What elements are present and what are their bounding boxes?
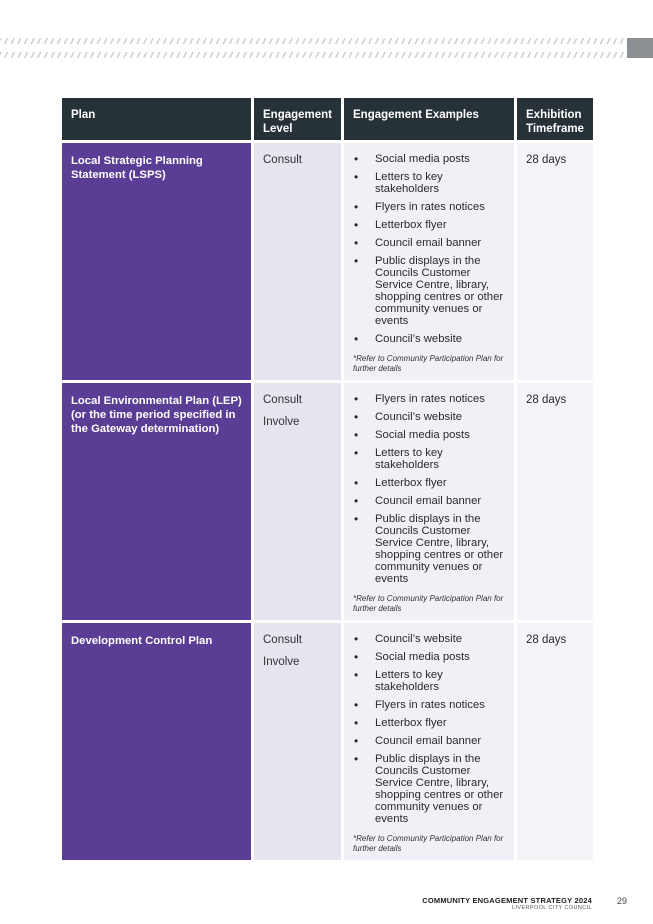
list-item: • Social media posts	[353, 153, 506, 165]
list-item: • Council’s website	[353, 411, 506, 423]
plan-name-cell: Development Control Plan	[62, 623, 251, 860]
list-item: • Public displays in the Councils Customer Service Centre, library, shopping centres or other community venues or events	[353, 513, 506, 585]
list-item: • Social media posts	[353, 651, 506, 663]
engagement-level-label: Involve	[263, 656, 300, 668]
footer-subtitle: LIVERPOOL CITY COUNCIL	[511, 905, 592, 911]
footnote-text: *Refer to Community Participation Plan for further details	[353, 834, 504, 853]
list-item: • Letters to key stakeholders	[353, 171, 506, 195]
exhibition-timeframe-cell: 28 days	[517, 623, 593, 860]
header-plan: Plan	[62, 98, 251, 140]
list-item: • Flyers in rates notices	[353, 699, 506, 711]
examples-list	[353, 633, 506, 825]
plan-name-cell: Local Strategic Planning Statement (LSPS)	[62, 143, 251, 380]
footnote-text: *Refer to Community Participation Plan for further details	[353, 594, 504, 613]
examples-list	[353, 153, 506, 345]
engagement-level-cell	[254, 383, 341, 620]
list-item: • Council’s website	[353, 333, 506, 345]
decorative-stripe-band	[0, 38, 627, 58]
list-item: • Public displays in the Councils Customer Service Centre, library, shopping centres or other community venues or events	[353, 753, 506, 825]
list-item: • Letters to key stakeholders	[353, 447, 506, 471]
header-engagement-level: Engagement Level	[254, 98, 341, 140]
header-engagement-examples: Engagement Examples	[344, 98, 514, 140]
engagement-level-label: Consult	[263, 154, 302, 166]
engagement-level-label: Consult	[263, 634, 302, 646]
table-header-row	[62, 98, 593, 140]
list-item: • Council email banner	[353, 495, 506, 507]
header-exhibition-timeframe: Exhibition Timeframe	[517, 98, 593, 140]
list-item: • Council email banner	[353, 237, 506, 249]
list-item: • Letterbox flyer	[353, 477, 506, 489]
list-item: • Social media posts	[353, 429, 506, 441]
table-row	[62, 143, 593, 380]
examples-list	[353, 393, 506, 585]
list-item: • Letters to key stakeholders	[353, 669, 506, 693]
engagement-level-label: Involve	[263, 416, 300, 428]
table-row	[62, 623, 593, 860]
page-number: 29	[616, 896, 627, 906]
list-item: • Letterbox flyer	[353, 219, 506, 231]
list-item: • Council’s website	[353, 633, 506, 645]
plan-name-cell: Local Environmental Plan (LEP) (or the time period specified in the Gateway determination)	[62, 383, 251, 620]
list-item: • Letterbox flyer	[353, 717, 506, 729]
list-item: • Flyers in rates notices	[353, 393, 506, 405]
list-item: • Council email banner	[353, 735, 506, 747]
decorative-grey-block	[627, 38, 653, 58]
list-item: • Flyers in rates notices	[353, 201, 506, 213]
exhibition-timeframe-cell: 28 days	[517, 143, 593, 380]
footer-title: COMMUNITY ENGAGEMENT STRATEGY 2024	[422, 896, 592, 905]
engagement-plan-table	[59, 95, 596, 863]
list-item: • Public displays in the Councils Customer Service Centre, library, shopping centres or other community venues or events	[353, 255, 506, 327]
engagement-examples-cell	[344, 623, 514, 860]
engagement-examples-cell	[344, 383, 514, 620]
table-row	[62, 383, 593, 620]
engagement-examples-cell	[344, 143, 514, 380]
exhibition-timeframe-cell: 28 days	[517, 383, 593, 620]
engagement-level-label: Consult	[263, 394, 302, 406]
engagement-level-cell	[254, 143, 341, 380]
engagement-level-cell	[254, 623, 341, 860]
footnote-text: *Refer to Community Participation Plan for further details	[353, 354, 504, 373]
